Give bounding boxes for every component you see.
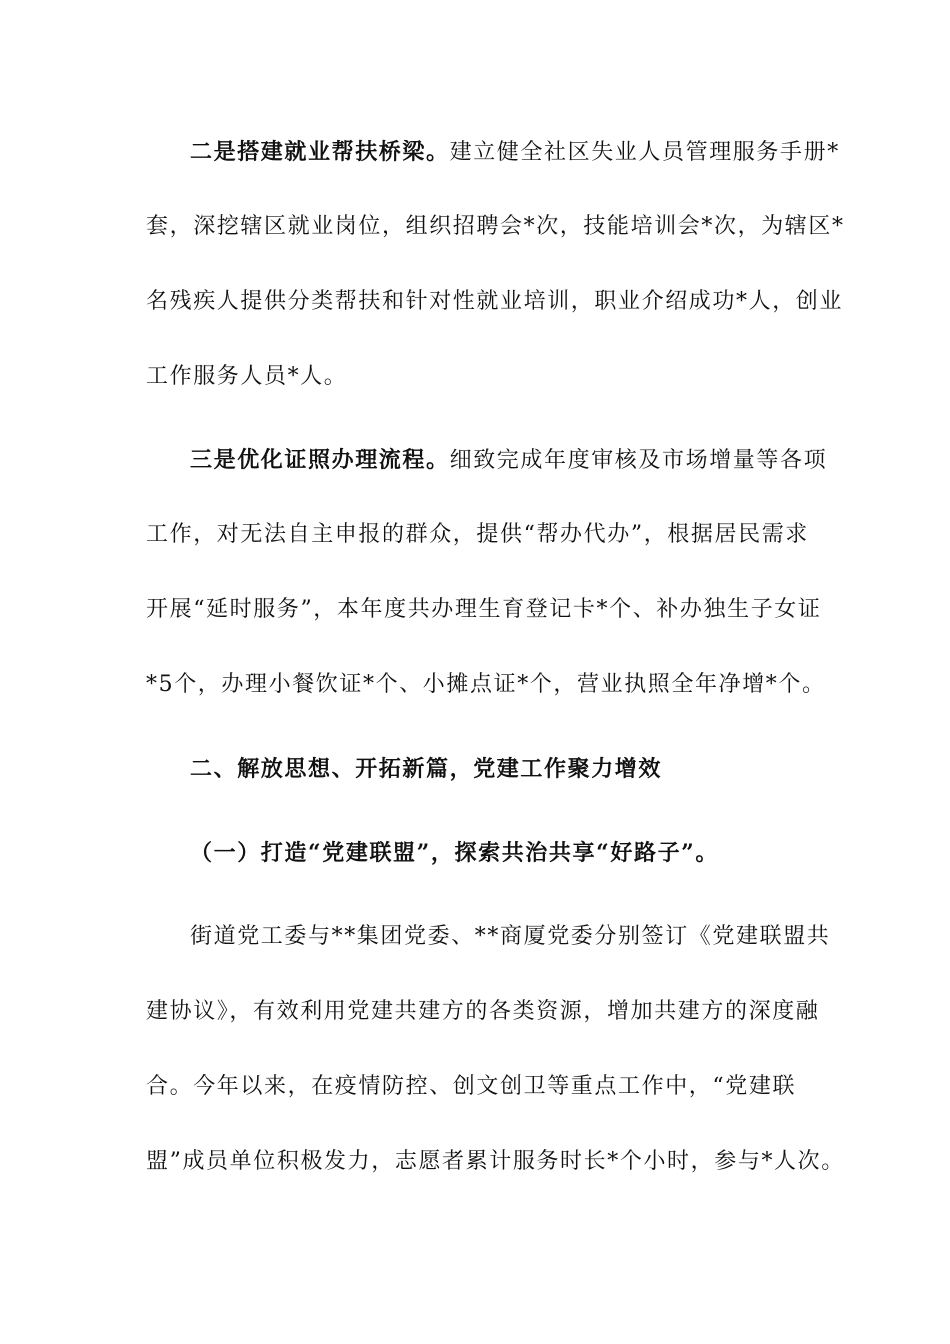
paragraph-3-line-2: 建协议》，有效利用党建共建方的各类资源，增加共建方的深度融 <box>146 999 820 1024</box>
subsection-heading: （一）打造“党建联盟”，探索共治共享“好路子”。 <box>190 840 720 866</box>
paragraph-2-line-2: 工作，对无法自主申报的群众，提供“帮办代办”，根据居民需求 <box>146 522 809 547</box>
paragraph-1-line-3: 名残疾人提供分类帮扶和针对性就业培训，职业介绍成功*人，创业 <box>146 289 844 314</box>
paragraph-1-line-4: 工作服务人员*人。 <box>146 364 348 389</box>
paragraph-2-line-1 <box>190 445 870 476</box>
paragraph-2-line-1-text: 细致完成年度审核及市场增量等各项 <box>449 448 828 473</box>
section-heading: 二、解放思想、开拓新篇，党建工作聚力增效 <box>190 756 663 782</box>
paragraph-3-line-1: 街道党工委与**集团党委、**商厦党委分别签订《党建联盟共 <box>190 924 831 949</box>
paragraph-3-line-4: 盟”成员单位积极发力，志愿者累计服务时长*个小时，参与*人次。 <box>146 1149 845 1174</box>
paragraph-1-line-1-text: 建立健全社区失业人员管理服务手册* <box>449 140 840 165</box>
paragraph-2-line-3: 开展“延时服务”，本年度共办理生育登记卡*个、补办独生子女证 <box>146 597 822 622</box>
paragraph-1-line-2: 套，深挖辖区就业岗位，组织招聘会*次，技能培训会*次，为辖区* <box>146 214 845 239</box>
paragraph-2-lead: 三是优化证照办理流程。 <box>190 447 450 473</box>
paragraph-3-line-3: 合。今年以来，在疫情防控、创文创卫等重点工作中，“党建联 <box>146 1074 797 1099</box>
paragraph-2-line-4: *5个，办理小餐饮证*个、小摊点证*个，营业执照全年净增*个。 <box>146 672 826 697</box>
paragraph-1-line-1 <box>190 137 870 168</box>
paragraph-1-lead: 二是搭建就业帮扶桥梁。 <box>190 139 450 165</box>
